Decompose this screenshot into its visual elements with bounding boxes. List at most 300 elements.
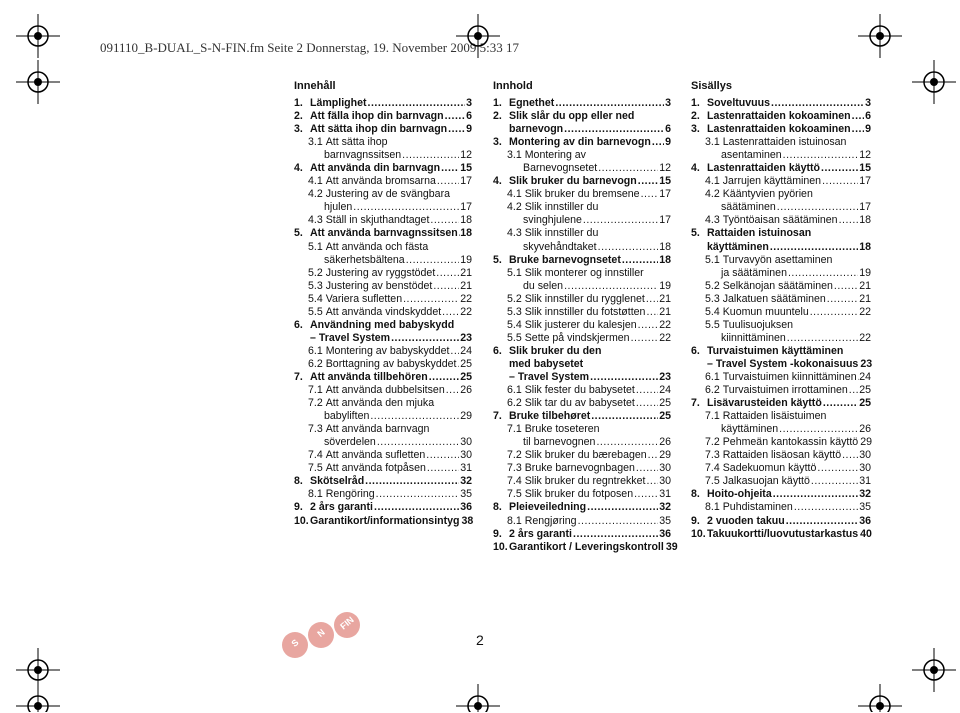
toc-entry bbox=[493, 540, 678, 554]
toc-entry-page: 26 bbox=[460, 384, 472, 397]
toc-entry-number: 7.2 bbox=[705, 436, 720, 449]
toc-title: Sisällys bbox=[691, 80, 732, 92]
toc-entry-text: Slik fester du babysetet bbox=[524, 384, 635, 397]
toc-entry bbox=[493, 136, 671, 149]
toc-entry-number: 7.2 bbox=[308, 397, 323, 410]
toc-entry-text: – Travel System bbox=[310, 331, 391, 344]
toc-column-finnish bbox=[691, 80, 871, 541]
toc-entry-page: 9 bbox=[865, 123, 871, 136]
toc-entry bbox=[493, 528, 671, 541]
toc-entry-text: Slik slår du opp eller ned bbox=[509, 110, 635, 123]
toc-entry-page: 6 bbox=[665, 123, 671, 136]
dot-leader bbox=[376, 488, 460, 501]
toc-entry-text: Ställ in skjuthandtaget bbox=[325, 214, 430, 227]
toc-entry bbox=[294, 306, 472, 319]
toc-entry-page: 30 bbox=[859, 462, 871, 475]
toc-entry bbox=[493, 449, 671, 462]
toc-entry-number: 5.4 bbox=[308, 292, 323, 305]
toc-entry-text: 2 års garanti bbox=[509, 527, 573, 540]
toc-entry-number: 4.2 bbox=[507, 201, 522, 214]
toc-entry-page: 25 bbox=[859, 397, 871, 410]
toc-entry-text: Slik bruker du den bbox=[509, 344, 602, 357]
toc-entry-text: Bruke toseteren bbox=[524, 423, 600, 436]
dot-leader bbox=[811, 475, 858, 488]
toc-entry-page: 22 bbox=[659, 331, 671, 344]
toc-entry-number: 2. bbox=[493, 110, 502, 123]
toc-entry bbox=[691, 397, 871, 410]
toc-entry-number: 4.3 bbox=[507, 227, 522, 240]
dot-leader bbox=[636, 384, 658, 397]
dot-leader bbox=[368, 97, 466, 110]
toc-entry-number: 7.4 bbox=[705, 462, 720, 475]
toc-entry bbox=[691, 436, 871, 449]
toc-entry-page: 30 bbox=[460, 449, 472, 462]
toc-entry-text: med babysetet bbox=[509, 357, 584, 370]
dot-leader bbox=[442, 306, 459, 319]
dot-leader bbox=[648, 449, 659, 462]
toc-entry-number: 7. bbox=[493, 410, 502, 423]
dot-leader bbox=[427, 462, 459, 475]
toc-entry bbox=[493, 475, 671, 488]
toc-entry-text: Att använda den mjuka bbox=[325, 397, 435, 410]
toc-entry-page: 18 bbox=[859, 240, 871, 253]
toc-entry-number: 7.3 bbox=[507, 462, 522, 475]
toc-entry-text: Turvavyön asettaminen bbox=[722, 253, 833, 266]
toc-entry-page: 22 bbox=[460, 305, 472, 318]
registration-mark-icon bbox=[456, 14, 500, 58]
toc-column-swedish bbox=[294, 80, 472, 528]
language-tab-s: S bbox=[282, 632, 308, 658]
toc-entry-page: 26 bbox=[859, 423, 871, 436]
toc-entry bbox=[691, 319, 871, 345]
toc-entry-number: 9. bbox=[493, 527, 502, 540]
registration-mark-icon bbox=[858, 684, 902, 712]
toc-entry-text: barnevogn bbox=[509, 123, 564, 136]
toc-entry-text: Turvaistuimen irrottaminen bbox=[722, 384, 848, 397]
toc-entry bbox=[691, 123, 871, 136]
dot-leader bbox=[583, 214, 658, 227]
toc-entry bbox=[691, 280, 871, 293]
dot-leader bbox=[634, 488, 658, 501]
toc-entry bbox=[691, 136, 871, 162]
toc-entry-number: 5.4 bbox=[705, 305, 720, 318]
toc-entry-page: 29 bbox=[460, 410, 472, 423]
toc-entry-number: 6. bbox=[691, 344, 700, 357]
dot-leader bbox=[591, 410, 658, 423]
toc-entry-number: 7.4 bbox=[507, 475, 522, 488]
toc-entry-text: Bruke barnevognsetet bbox=[509, 253, 621, 266]
toc-entry bbox=[294, 449, 472, 462]
dot-leader bbox=[430, 214, 459, 227]
toc-entry-text: Lastenrattaiden käyttö bbox=[707, 162, 821, 175]
toc-entry-text: Hoito-ohjeita bbox=[707, 488, 772, 501]
toc-entry-page: 30 bbox=[659, 462, 671, 475]
toc-entry-number: 3. bbox=[691, 123, 700, 136]
toc-entry bbox=[493, 384, 671, 397]
toc-entry bbox=[294, 345, 472, 358]
toc-entry-text: Slik bruker du bærebagen bbox=[524, 449, 647, 462]
toc-entry-number: 5. bbox=[294, 227, 303, 240]
toc-entry-text: säätäminen bbox=[721, 201, 776, 214]
dot-leader bbox=[370, 410, 459, 423]
toc-entry-number: 9. bbox=[691, 514, 700, 527]
toc-entry-number: 7. bbox=[691, 397, 700, 410]
dot-leader bbox=[573, 528, 658, 541]
toc-entry-text: Slik bruker du regntrekket bbox=[524, 475, 646, 488]
toc-entry bbox=[493, 410, 671, 423]
toc-entry bbox=[294, 515, 472, 528]
toc-entry-text: Montering av din barnevogn bbox=[509, 136, 651, 149]
toc-entry-text: Att använda vindskyddet bbox=[325, 305, 442, 318]
toc-entry bbox=[294, 423, 472, 449]
toc-entry-text: Rattaiden lisäosan käyttö bbox=[722, 449, 842, 462]
toc-entry bbox=[294, 501, 472, 514]
page-number: 2 bbox=[476, 632, 484, 648]
toc-entry bbox=[691, 371, 871, 384]
toc-column-norwegian bbox=[493, 80, 678, 554]
toc-entry-number: 5.2 bbox=[705, 279, 720, 292]
toc-entry-number: 2. bbox=[294, 110, 303, 123]
toc-entry-page: 3 bbox=[665, 97, 671, 109]
toc-entry-page: 24 bbox=[859, 370, 871, 383]
toc-entry bbox=[493, 462, 671, 475]
toc-entry-text: Slik innstiller du bbox=[524, 201, 599, 214]
dot-leader bbox=[787, 332, 858, 345]
dot-leader bbox=[426, 449, 459, 462]
toc-entry-number: 8.1 bbox=[507, 514, 522, 527]
toc-entry-text: Pleieveiledning bbox=[509, 501, 587, 514]
toc-entry-text: Lastenrattaiden istuinosan bbox=[722, 136, 847, 149]
dot-leader bbox=[783, 149, 859, 162]
toc-entry-text: Att använda din barnvagn bbox=[310, 162, 441, 175]
toc-entry-number: 4. bbox=[493, 175, 502, 188]
toc-entry bbox=[294, 175, 472, 188]
toc-entry-text: Kuomun muuntelu bbox=[722, 305, 809, 318]
toc-entry bbox=[294, 280, 472, 293]
dot-leader bbox=[652, 136, 664, 149]
toc-entry-number: 7.3 bbox=[705, 449, 720, 462]
toc-entry-text: Användning med babyskydd bbox=[310, 318, 455, 331]
toc-entry bbox=[493, 188, 671, 201]
toc-entry-page: 19 bbox=[659, 279, 671, 292]
dot-leader bbox=[641, 188, 659, 201]
dot-leader bbox=[842, 449, 858, 462]
toc-entry bbox=[691, 449, 871, 462]
toc-entry-page: 22 bbox=[659, 318, 671, 331]
dot-leader bbox=[555, 97, 664, 110]
toc-entry-page: 40 bbox=[860, 527, 872, 540]
registration-mark-icon bbox=[16, 684, 60, 712]
toc-entry-page: 36 bbox=[659, 527, 671, 540]
toc-entry-text: Att använda fotpåsen bbox=[325, 462, 426, 475]
dot-leader bbox=[839, 214, 859, 227]
toc-entry-number: 7.4 bbox=[308, 449, 323, 462]
toc-entry bbox=[493, 227, 671, 253]
toc-entry-number: 4.2 bbox=[308, 188, 323, 201]
toc-entry-page: 35 bbox=[659, 514, 671, 527]
toc-entry-number: 4.1 bbox=[705, 175, 720, 188]
toc-entry bbox=[493, 319, 671, 332]
toc-entry-number: 5.4 bbox=[507, 318, 522, 331]
toc-entry-number: 7.5 bbox=[507, 488, 522, 501]
toc-entry-number: 3. bbox=[294, 123, 303, 136]
toc-entry-page: 25 bbox=[859, 384, 871, 397]
dot-leader bbox=[646, 475, 658, 488]
toc-entry-page: 25 bbox=[460, 357, 472, 370]
dot-leader bbox=[786, 515, 859, 528]
toc-entry-page: 31 bbox=[859, 475, 871, 488]
toc-entry-text: Att sätta ihop bbox=[325, 136, 388, 149]
toc-entry bbox=[294, 241, 472, 267]
toc-entry bbox=[691, 214, 871, 227]
language-tabs bbox=[282, 614, 362, 672]
toc-entry bbox=[691, 110, 871, 123]
dot-leader bbox=[858, 371, 859, 384]
toc-entry-number: 7.5 bbox=[705, 475, 720, 488]
toc-entry-text: Jalkasuojan käyttö bbox=[722, 475, 810, 488]
toc-entry-page: 26 bbox=[659, 436, 671, 449]
toc-entry bbox=[493, 97, 671, 110]
toc-entry-number: 5.5 bbox=[507, 331, 522, 344]
toc-entry-page: 17 bbox=[460, 175, 472, 188]
toc-entry bbox=[493, 254, 671, 267]
toc-entry-number: 7.1 bbox=[308, 384, 323, 397]
toc-entry-page: 12 bbox=[659, 162, 671, 175]
toc-entry-text: Att använda barnvagnssitsen bbox=[310, 227, 458, 240]
toc-entry-number: 6.2 bbox=[308, 357, 323, 370]
dot-leader bbox=[794, 501, 858, 514]
toc-entry-text: Att använda och fästa bbox=[325, 240, 429, 253]
toc-entry-number: 8.1 bbox=[705, 501, 720, 514]
toc-entry-number: 5.5 bbox=[705, 318, 720, 331]
language-tab-n: N bbox=[308, 622, 334, 648]
toc-entry-text: söverdelen bbox=[324, 436, 376, 449]
dot-leader bbox=[852, 110, 864, 123]
toc-entry bbox=[294, 397, 472, 423]
registration-mark-icon bbox=[912, 648, 956, 692]
toc-entry bbox=[691, 462, 871, 475]
toc-entry-text: Slik bruker du barnevogn bbox=[509, 175, 637, 188]
dot-leader bbox=[834, 280, 858, 293]
dot-leader bbox=[810, 306, 858, 319]
toc-entry bbox=[691, 188, 871, 214]
dot-leader bbox=[353, 201, 459, 214]
toc-entry-page: 35 bbox=[859, 501, 871, 514]
toc-entry-number: 6.2 bbox=[507, 397, 522, 410]
dot-leader bbox=[646, 293, 658, 306]
dot-leader bbox=[817, 462, 858, 475]
toc-entry bbox=[691, 97, 871, 110]
toc-entry-text: Att sätta ihop din barnvagn bbox=[310, 123, 448, 136]
toc-entry bbox=[493, 397, 671, 410]
toc-entry-text: Att använda dubbelsitsen bbox=[325, 384, 445, 397]
toc-entry-number: 1. bbox=[493, 97, 502, 109]
toc-entry bbox=[691, 254, 871, 280]
toc-entry-page: 23 bbox=[860, 357, 873, 370]
toc-entry-number: 6. bbox=[493, 344, 502, 357]
toc-entry-page: 18 bbox=[859, 214, 871, 227]
toc-entry-text: Garantikort/informationsintyg bbox=[310, 514, 460, 527]
toc-entry bbox=[294, 475, 472, 488]
toc-entry-text: Att använda sufletten bbox=[325, 449, 426, 462]
toc-entry bbox=[294, 267, 472, 280]
toc-entry bbox=[294, 214, 472, 227]
toc-entry-text: Työntöaisan säätäminen bbox=[722, 214, 838, 227]
toc-entry-number: 5. bbox=[493, 253, 502, 266]
dot-leader bbox=[445, 110, 465, 123]
toc-entry-number: 6.2 bbox=[705, 384, 720, 397]
toc-entry bbox=[691, 293, 871, 306]
dot-leader bbox=[631, 332, 659, 345]
toc-entry-text: säkerhetsbältena bbox=[324, 253, 405, 266]
toc-entry-page: 18 bbox=[659, 253, 671, 266]
toc-entry-page: 3 bbox=[865, 97, 871, 109]
toc-entry bbox=[294, 358, 472, 371]
dot-leader bbox=[827, 293, 858, 306]
toc-entry-page: 36 bbox=[460, 501, 472, 514]
toc-entry-text: 2 års garanti bbox=[310, 501, 374, 514]
toc-entry-number: 8.1 bbox=[308, 488, 323, 501]
toc-entry-text: Sadekuomun käyttö bbox=[722, 462, 817, 475]
toc-entry bbox=[691, 515, 871, 528]
toc-entry-page: 25 bbox=[460, 370, 472, 383]
dot-leader bbox=[457, 358, 459, 371]
toc-entry-page: 22 bbox=[460, 292, 472, 305]
dot-leader bbox=[823, 397, 858, 410]
toc-entry bbox=[691, 175, 871, 188]
dot-leader bbox=[377, 436, 459, 449]
toc-entry-page: 36 bbox=[859, 514, 871, 527]
dot-leader bbox=[777, 201, 858, 214]
toc-entry-page: 21 bbox=[460, 266, 472, 279]
toc-entry-text: Slik tar du av babysetet bbox=[524, 397, 635, 410]
toc-entry-number: 5.5 bbox=[308, 305, 323, 318]
toc-entry-text: asentaminen bbox=[721, 149, 782, 162]
toc-entry-text: Justering av benstödet bbox=[325, 279, 433, 292]
toc-entry-text: Turvaistuimen käyttäminen bbox=[707, 344, 844, 357]
toc-entry-page: 30 bbox=[859, 449, 871, 462]
dot-leader bbox=[446, 384, 459, 397]
toc-entry bbox=[493, 332, 671, 345]
toc-title: Innhold bbox=[493, 80, 533, 92]
toc-entry-page: 17 bbox=[859, 175, 871, 188]
toc-entry-number: 5.2 bbox=[308, 266, 323, 279]
toc-entry-text: Lämplighet bbox=[310, 97, 367, 109]
toc-entry-number: 5.3 bbox=[308, 279, 323, 292]
toc-entry-text: Slik bruker du bremsene bbox=[524, 188, 640, 201]
dot-leader bbox=[821, 162, 858, 175]
toc-entry-number: 4. bbox=[294, 162, 303, 175]
toc-entry bbox=[691, 306, 871, 319]
toc-entry-text: Lisävarusteiden käyttö bbox=[707, 397, 822, 410]
toc-entry-page: 24 bbox=[460, 344, 472, 357]
dot-leader bbox=[402, 149, 459, 162]
dot-leader bbox=[578, 515, 659, 528]
toc-entry-page: 18 bbox=[659, 240, 671, 253]
toc-entry-number: 3.1 bbox=[507, 149, 522, 162]
language-tab-fin: FIN bbox=[334, 612, 360, 638]
toc-entry bbox=[691, 162, 871, 175]
dot-leader bbox=[636, 462, 658, 475]
toc-entry-page: 38 bbox=[461, 514, 474, 527]
toc-entry-text: Justering av ryggstödet bbox=[325, 266, 436, 279]
toc-entry-page: 12 bbox=[859, 149, 871, 162]
toc-entry-number: 5.3 bbox=[705, 292, 720, 305]
toc-entry-text: Slik innstiller du fotstøtten bbox=[524, 305, 646, 318]
toc-entry-number: 3.1 bbox=[705, 136, 720, 149]
toc-entry-page: 21 bbox=[859, 292, 871, 305]
toc-entry bbox=[691, 227, 871, 253]
registration-mark-icon bbox=[912, 60, 956, 104]
toc-entry bbox=[493, 345, 671, 384]
registration-mark-icon bbox=[858, 14, 902, 58]
toc-entry bbox=[493, 293, 671, 306]
dot-leader bbox=[638, 319, 659, 332]
toc-entry-text: Att använda bromsarna bbox=[325, 175, 436, 188]
toc-entry bbox=[493, 110, 671, 136]
toc-entry-text: Bruke tilbehøret bbox=[509, 410, 591, 423]
dot-leader bbox=[450, 345, 459, 358]
dot-leader bbox=[403, 293, 459, 306]
dot-leader bbox=[852, 123, 864, 136]
toc-entry-text: Variera sufletten bbox=[325, 292, 403, 305]
dot-leader bbox=[587, 501, 658, 514]
toc-entry-page: 30 bbox=[659, 475, 671, 488]
toc-entry-text: Sette på vindskjermen bbox=[524, 331, 630, 344]
toc-entry-page: 22 bbox=[859, 331, 871, 344]
toc-entry-text: Montering av babyskyddet bbox=[325, 344, 450, 357]
toc-entry-number: 6.1 bbox=[308, 344, 323, 357]
toc-entry-page: 3 bbox=[466, 97, 472, 109]
toc-entry-text: Justering av de svängbara bbox=[325, 188, 450, 201]
registration-mark-icon bbox=[456, 684, 500, 712]
toc-entry bbox=[691, 384, 871, 397]
toc-entry-text: Skötselråd bbox=[310, 475, 365, 488]
toc-entry-text: Slik monterer og innstiller bbox=[524, 266, 644, 279]
toc-entry bbox=[691, 501, 871, 514]
toc-entry-page: 15 bbox=[659, 175, 671, 188]
dot-leader bbox=[770, 241, 858, 254]
toc-entry-text: 2 vuoden takuu bbox=[707, 514, 785, 527]
toc-entry-page: 17 bbox=[859, 201, 871, 214]
registration-mark-icon bbox=[16, 14, 60, 58]
toc-entry-page: 9 bbox=[665, 136, 671, 149]
toc-entry-text: Garantikort / Leveringskontroll bbox=[509, 540, 664, 553]
toc-entry-page: 35 bbox=[460, 488, 472, 501]
dot-leader bbox=[433, 280, 459, 293]
dot-leader bbox=[441, 162, 459, 175]
toc-entry bbox=[493, 306, 671, 319]
toc-entry-number: 3. bbox=[493, 136, 502, 149]
toc-entry-number: 8. bbox=[493, 501, 502, 514]
dot-leader bbox=[779, 423, 858, 436]
toc-entry-text: babyliften bbox=[324, 410, 370, 423]
dot-leader bbox=[771, 97, 864, 110]
toc-entry-text: Turvaistuimen kiinnittäminen bbox=[722, 370, 857, 383]
toc-entry-number: 7.1 bbox=[705, 410, 720, 423]
toc-entry-number: 5.1 bbox=[705, 253, 720, 266]
toc-entry-page: 32 bbox=[659, 501, 671, 514]
registration-mark-icon bbox=[16, 60, 60, 104]
dot-leader bbox=[564, 280, 658, 293]
dot-leader bbox=[788, 267, 858, 280]
toc-entry-page: 6 bbox=[466, 110, 472, 123]
document-slug: 091110_B-DUAL_S-N-FIN.fm Seite 2 Donnerstag, 19. November 2009 5:33 17 bbox=[100, 40, 519, 55]
toc-entry-text: svinghjulene bbox=[523, 214, 582, 227]
dot-leader bbox=[436, 267, 459, 280]
dot-leader bbox=[374, 501, 459, 514]
toc-entry-text: Egnethet bbox=[509, 97, 555, 109]
